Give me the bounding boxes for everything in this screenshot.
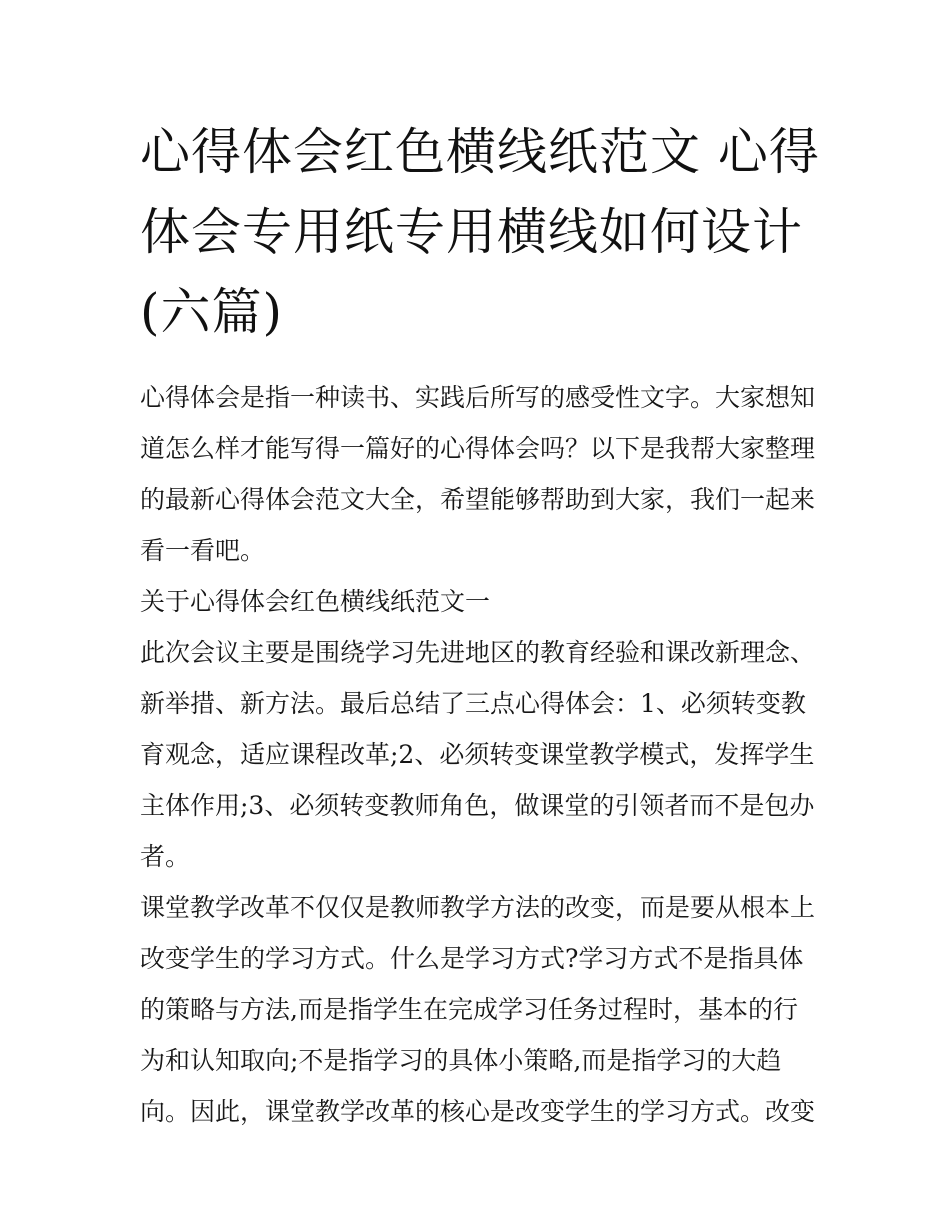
text-line: 主体作用;3、必须转变教师角色，做课堂的引领者而不是包办 xyxy=(140,791,815,820)
text-line: 新举措、新方法。最后总结了三点心得体会：1、必须转变教 xyxy=(140,689,806,718)
title-line: 心得体会红色横线纸范文 心得 xyxy=(140,123,820,181)
text-line: 此次会议主要是围绕学习先进地区的教育经验和课改新理念、 xyxy=(140,638,816,667)
text-line: 道怎么样才能写得一篇好的心得体会吗？以下是我帮大家整理 xyxy=(140,434,816,463)
document-body xyxy=(140,372,816,1137)
body-paragraph xyxy=(140,627,816,882)
text-line: 的策略与方法,而是指学生在完成学习任务过程时，基本的行 xyxy=(140,995,798,1024)
text-line: 看一看吧。 xyxy=(140,536,266,565)
text-line: 的最新心得体会范文大全，希望能够帮助到大家，我们一起来 xyxy=(140,485,816,514)
text-line: 心得体会是指一种读书、实践后所写的感受性文字。大家想知 xyxy=(140,383,816,412)
section-heading-text: 关于心得体会红色横线纸范文一 xyxy=(140,587,491,616)
text-line: 育观念，适应课程改革;2、必须转变课堂教学模式，发挥学生 xyxy=(140,740,815,769)
document-title xyxy=(140,112,820,352)
intro-paragraph xyxy=(140,372,816,576)
text-line: 课堂教学改革不仅仅是教师教学方法的改变，而是要从根本上 xyxy=(140,893,816,922)
document-content xyxy=(140,112,820,1137)
text-line: 改变学生的学习方式。什么是学习方式?学习方式不是指具体 xyxy=(140,944,804,973)
title-line: (六篇) xyxy=(140,283,284,341)
section-heading xyxy=(140,576,812,627)
body-paragraph xyxy=(140,882,816,1137)
text-line: 者。 xyxy=(140,842,191,871)
text-line: 向。因此，课堂教学改革的核心是改变学生的学习方式。改变 xyxy=(140,1097,816,1126)
text-line: 为和认知取向;不是指学习的具体小策略,而是指学习的大趋 xyxy=(140,1046,782,1075)
title-line: 体会专用纸专用横线如何设计 xyxy=(140,203,803,261)
